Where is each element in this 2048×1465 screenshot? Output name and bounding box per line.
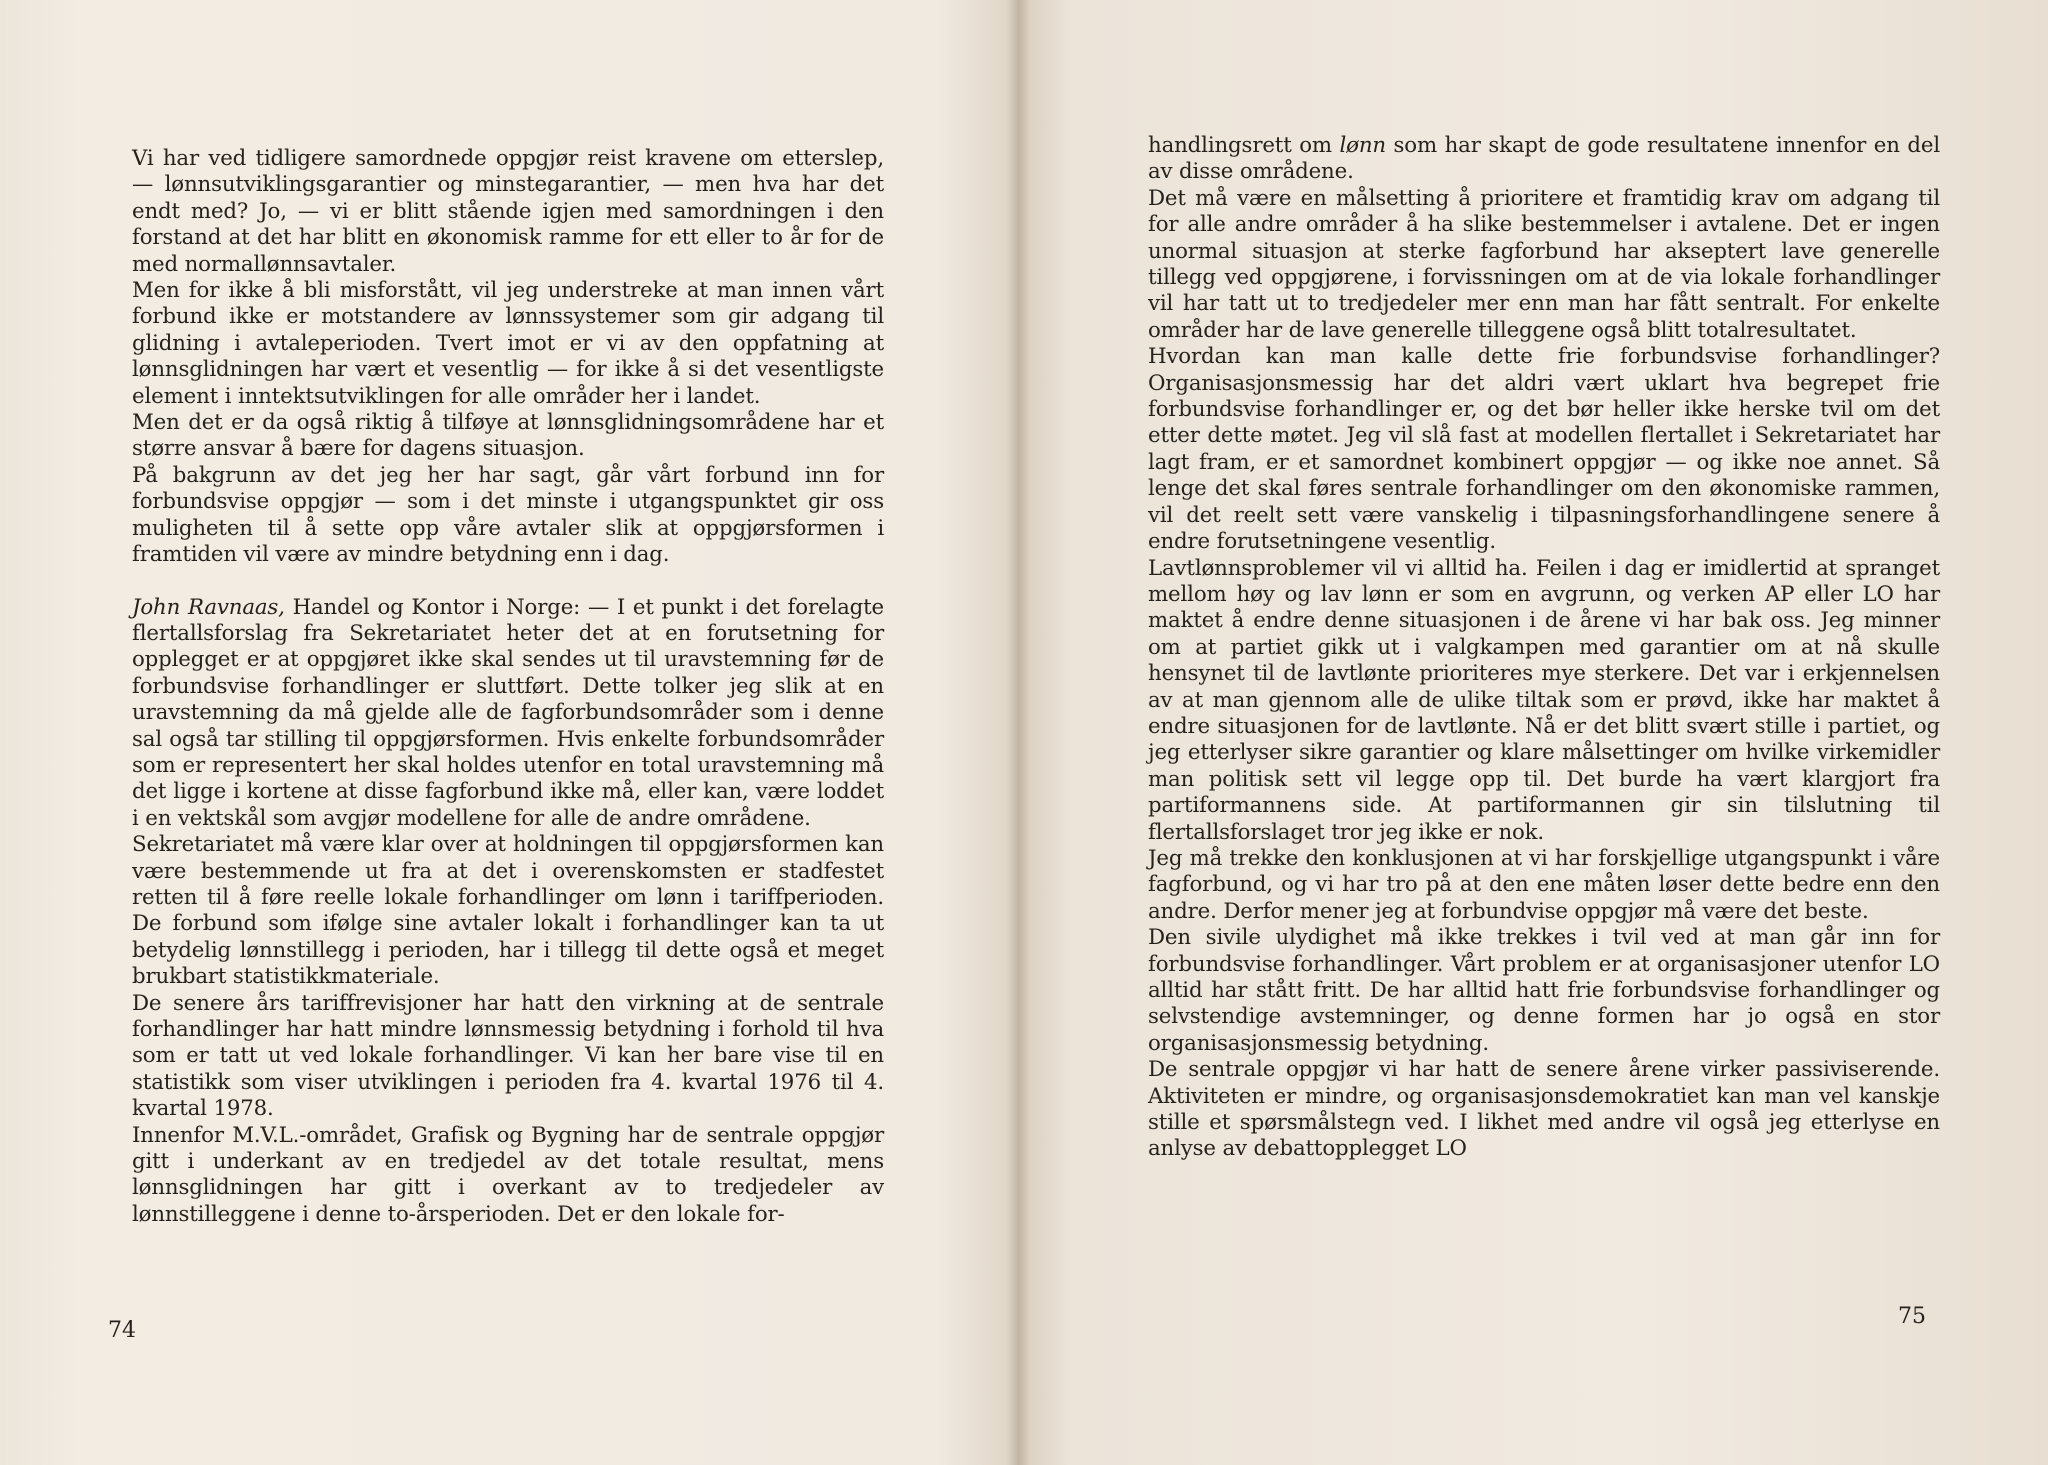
paragraph: På bakgrunn av det jeg her har sagt, går vårt forbund inn for forbundsvise oppgjør — som i det minste i utgangspunktet gir oss muligheten til å sette opp våre avtaler slik at oppgjørsformen i framtiden vil være av mindre betydning enn i dag. (132, 462, 884, 568)
emphasis: lønn (1339, 133, 1386, 158)
paragraph: Lavtlønnsproblemer vil vi alltid ha. Feilen i dag er imidlertid at spranget mellom høy og lav lønn er som en avgrunn, og verken AP eller LO har maktet å endre denne situasjonen i de årene vi har bak oss. Jeg minner om at partiet gikk ut i valgkampen med garantier om at nå skulle hensynet til de lavtlønte prioriteres mye sterkere. Det var i erkjennelsen av at man gjennom alle de ulike tiltak som er prøvd, ikke har maktet å endre situasjonen for de lavtlønte. Nå er det blitt svært stille i partiet, og jeg etterlyser sikre garantier og klare målsettinger om hvilke virkemidler man politisk sett vil legge opp til. Det burde ha vært klargjort fra partiformannens side. At partiformannen gir sin tilslutning til flertallsforslaget tror jeg ikke er nok. (1148, 555, 1940, 845)
paragraph: Innenfor M.V.L.-området, Grafisk og Bygning har de sentrale oppgjør gitt i underkant av en tredjedel av det totale resultat, mens lønnsglidningen har gitt i overkant av to tredjedeler av lønnstilleggene i denne to-årsperioden. Det er den lokale for- (132, 1122, 884, 1227)
paragraph: Hvordan kan man kalle dette frie forbundsvise forhandlinger? Organisasjonsmessig har det aldri vært uklart hva begrepet frie forbundsvise forhandlinger er, og det bør heller ikke herske tvil om det etter dette møtet. Jeg vil slå fast at modellen flertallet i Sekretariatet har lagt fram, er et samordnet kombinert oppgjør — og ikke noe annet. Så lenge det skal føres sentrale forhandlinger om den økonomiske rammen, vil det reelt sett være vanskelig i tilpasningsforhandlingene senere å endre forutsetningene vesentlig. (1148, 344, 1940, 555)
right-page (1018, 0, 2048, 1465)
paragraph: De sentrale oppgjør vi har hatt de senere årene virker passiviserende. Aktiviteten er mindre, og organisasjonsdemokratiet kan man vel kanskje stille et spørsmålstegn ved. I likhet med andre vil også jeg etterlyse en anlyse av debattopplegget LO (1148, 1057, 1940, 1162)
paragraph: Men for ikke å bli misforstått, vil jeg understreke at man innen vårt forbund ikke er motstandere av lønnssystemer som gir adgang til glidning i avtaleperioden. Tvert imot er vi av den oppfatning at lønnsglidningen har vært et vesentlig — for ikke å si det vesentligste element i inntektsutviklingen for alle områder her i landet. (132, 278, 884, 409)
paragraph: De senere års tariffrevisjoner har hatt den virkning at de sentrale forhandlinger har hatt mindre lønnsmessig betydning i forhold til hva som er tatt ut ved lokale forhandlinger. Vi kan her bare vise til en statistikk som viser utviklingen i perioden fra 4. kvartal 1976 til 4. kvartal 1978. (132, 990, 884, 1122)
paragraph: Det må være en målsetting å prioritere et framtidig krav om adgang til for alle andre områder å ha slike bestemmelser i avtalene. Det er ingen unormal situasjon at sterke fagforbund har akseptert lave generelle tillegg ved oppgjørene, i forvissningen om at de via lokale forhandlinger vil har tatt ut to tredjedeler mer enn man har fått sentralt. For enkelte områder har de lave generelle tilleggene også blitt totalresultatet. (1148, 185, 1940, 343)
page-number: 75 (1898, 1304, 1926, 1329)
speaker-name: John Ravnaas, (132, 594, 285, 620)
right-page-text (1148, 133, 1940, 1163)
book-gutter (1006, 0, 1030, 1465)
speaker-text: Handel og Kontor i Norge: — I et punkt i det forelagte flertallsforslag fra Sekretariatet heter det at en forutsetning for opplegget er at oppgjøret ikke skal sendes ut til uravstemning før de forbundsvise forhandlinger er sluttført. Dette tolker jeg slik at en uravstemning da må gjelde alle de fagforbundsområder som i denne sal også tar stilling til oppgjørsformen. Hvis enkelte forbundsområder som er representert her skal holdes utenfor en total uravstemning må det ligge i kortene at disse fagforbund ikke må, eller kan, være loddet i en vektskål som avgjør modellene for alle de andre områdene. (132, 594, 884, 831)
text-run: som har skapt de gode resultatene innenfor en del av disse områdene. (1148, 133, 1940, 185)
speaker-paragraph (132, 595, 884, 833)
paragraph: Jeg må trekke den konklusjonen at vi har forskjellige utgangspunkt i våre fagforbund, og vi har tro på at den ene måten løser dette bedre enn den andre. Derfor mener jeg at forbundvise oppgjør må være det beste. (1148, 845, 1940, 924)
paragraph: Sekretariatet må være klar over at holdningen til oppgjørsformen kan være bestemmende ut fra at det i overenskomsten er stadfestet retten til å føre reelle lokale forhandlinger om lønn i tariffperioden. De forbund som ifølge sine avtaler lokalt i forhandlinger kan ta ut betydelig lønnstillegg i perioden, har i tillegg til dette også et meget brukbart statistikkmateriale. (132, 832, 884, 990)
paragraph: Den sivile ulydighet må ikke trekkes i tvil ved at man går inn for forbundsvise forhandlinger. Vårt problem er at organisasjoner utenfor LO alltid har stått fritt. De har alltid hatt frie forbundsvise forhandlinger og selvstendige avstemninger, og denne formen har jo også en stor organisasjonsmessig betydning. (1148, 925, 1940, 1056)
page-number: 74 (108, 1318, 136, 1343)
continued-paragraph (1148, 133, 1940, 186)
paragraph: Vi har ved tidligere samordnede oppgjør reist kravene om etterslep, — lønnsutviklingsgarantier og minstegarantier, — men hva har det endt med? Jo, — vi er blitt stående igjen med samordningen i den forstand at det har blitt en økonomisk ramme for ett eller to år for de med normallønnsavtaler. (132, 146, 884, 277)
left-page-text (132, 146, 884, 1228)
paragraph: Men det er da også riktig å tilføye at lønnsglidningsområdene har et større ansvar å bære for dagens situasjon. (132, 410, 884, 462)
left-page (0, 0, 1018, 1465)
text-run: handlingsrett om (1148, 133, 1340, 158)
